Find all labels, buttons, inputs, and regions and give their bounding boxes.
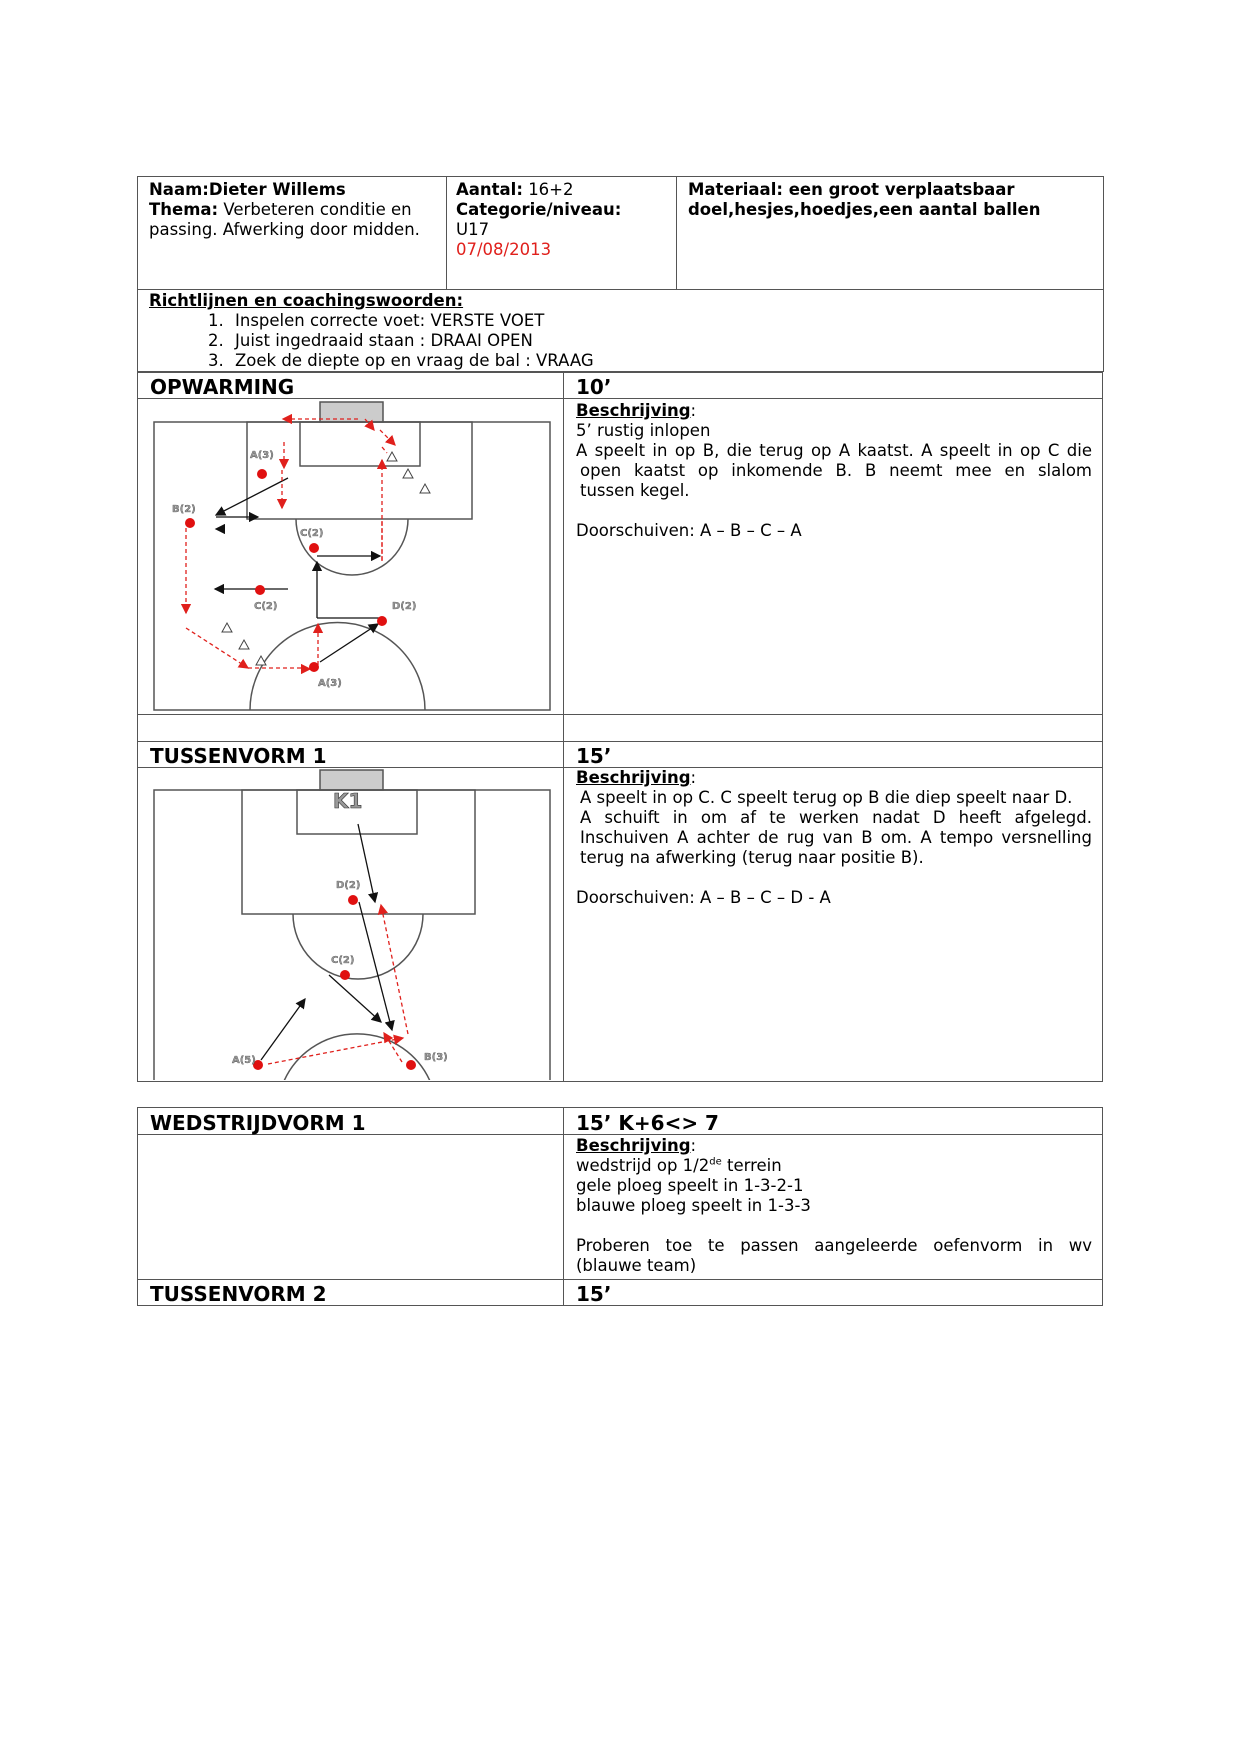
- cone-icon: [387, 452, 397, 461]
- tussenvorm1-line: Inschuiven A achter de rug van B om. A tempo versnelling: [580, 828, 1092, 847]
- aantal-value: 16+2: [528, 180, 574, 199]
- tussenvorm1-diagram: [140, 768, 560, 1080]
- header-naam-thema: [149, 180, 441, 240]
- cone-icon: [239, 640, 249, 649]
- wedstrijdvorm1-line: (blauwe team): [576, 1256, 697, 1275]
- player-marker: [377, 616, 387, 626]
- aantal-label: Aantal:: [456, 180, 523, 199]
- cone-icon: [222, 623, 232, 632]
- pitch-lines: [154, 770, 550, 1080]
- tussenvorm1-line: A speelt in op C. C speelt terug op B die diep speelt naar D.: [580, 788, 1073, 807]
- categorie-value: U17: [456, 220, 490, 239]
- wedstrijdvorm1-sup: de: [709, 1156, 722, 1168]
- tussenvorm1-desc-label: Beschrijving: [576, 768, 691, 787]
- tussenvorm1-rotation: Doorschuiven: A – B – C – D - A: [576, 888, 831, 907]
- k1-label: K1: [333, 789, 363, 813]
- player-label: A(3): [318, 678, 342, 689]
- wedstrijdvorm1-line: terrein: [721, 1156, 782, 1175]
- wedstrijdvorm1-line: gele ploeg speelt in 1-3-2-1: [576, 1176, 804, 1195]
- opwarming-description: Beschrijving: 5’ rustig inlopen A speelt in op B, die terug op A kaatst. A speelt in op C die open kaatst op inkomende B. B neemt mee en slalom tussen kegel. Doorschuiven: A – B – C – A: [576, 401, 1092, 540]
- player-labels: [232, 880, 448, 1066]
- player-marker: [257, 469, 267, 479]
- tussenvorm1-title: TUSSENVORM 1: [150, 744, 327, 768]
- opwarming-desc-label: Beschrijving: [576, 401, 691, 420]
- wedstrijdvorm1-line: Proberen toe te passen aangeleerde oefenvorm in wv: [576, 1236, 1092, 1255]
- opwarming-rotation: Doorschuiven: A – B – C – A: [576, 521, 802, 540]
- player-label: B(2): [172, 504, 196, 515]
- materiaal: Materiaal: een groot verplaatsbaar doel,hesjes,hoedjes,een aantal ballen: [688, 180, 1041, 219]
- opwarming-line: A speelt in op B, die terug op A kaatst. A speelt in op C die: [576, 441, 1092, 460]
- player-label: B(3): [424, 1052, 448, 1063]
- tussenvorm2-title: TUSSENVORM 2: [150, 1282, 327, 1306]
- header-aantal: [456, 180, 671, 260]
- date: 07/08/2013: [456, 240, 552, 259]
- player-label: C(2): [254, 601, 278, 612]
- wedstrijdvorm1-line: wedstrijd op 1/2: [576, 1156, 710, 1175]
- opwarming-diagram: [140, 400, 560, 712]
- naam-value: Dieter Willems: [208, 180, 346, 199]
- tussenvorm2-time: 15’: [576, 1282, 612, 1306]
- player-label: C(2): [331, 955, 355, 966]
- col-divider: [563, 372, 564, 1082]
- wedstrijdvorm1-title: WEDSTRIJDVORM 1: [150, 1111, 366, 1135]
- opwarming-time: 10’: [576, 375, 612, 399]
- tussenvorm1-line: A schuift in om af te werken nadat D heeft afgelegd.: [580, 808, 1092, 827]
- tussenvorm1-time: 15’: [576, 744, 612, 768]
- wedstrijdvorm1-description: Beschrijving: wedstrijd op 1/2de terrein gele ploeg speelt in 1-3-2-1 blauwe ploeg speelt in 1-3-3 Proberen toe te passen aangeleerde oefenvorm in wv (blauwe team): [576, 1136, 1092, 1275]
- wedstrijdvorm1-desc-label: Beschrijving: [576, 1136, 691, 1155]
- coaching-item: 2. Juist ingedraaid staan : DRAAI OPEN: [229, 331, 1089, 351]
- player-marker: [348, 895, 358, 905]
- opwarming-title: OPWARMING: [150, 375, 295, 399]
- player-marker: [309, 662, 319, 672]
- opwarming-line: open kaatst op inkomende B. B neemt mee en slalom: [580, 461, 1092, 480]
- coaching-content: [149, 291, 1089, 371]
- thema-value: Verbeteren conditie en passing. Afwerking door midden.: [149, 200, 420, 239]
- tussenvorm1-line: terug na afwerking (terug naar positie B).: [580, 848, 924, 867]
- categorie-label: Categorie/niveau:: [456, 200, 622, 219]
- opwarming-line: 5’ rustig inlopen: [576, 421, 711, 440]
- player-label: D(2): [336, 880, 361, 891]
- coaching-title: Richtlijnen en coachingswoorden:: [149, 291, 464, 310]
- players: [253, 895, 416, 1070]
- coaching-item: 3. Zoek de diepte op en vraag de bal : VRAAG: [229, 351, 1089, 371]
- player-marker: [185, 518, 195, 528]
- black-passes: [215, 478, 383, 662]
- player-label: C(2): [300, 528, 324, 539]
- row-line: [137, 714, 1103, 715]
- player-marker: [255, 585, 265, 595]
- black-passes: [261, 824, 392, 1060]
- tussenvorm1-description: Beschrijving: A speelt in op C. C speelt terug op B die diep speelt naar D. A schuift in om af te werken nadat D heeft afgelegd. Inschuiven A achter de rug van B om. A tempo versnelling terug na afwerking (terug naar positie B). Doorschuiven: A – B – C – D - A: [576, 768, 1092, 907]
- cone-icon: [403, 469, 413, 478]
- wedstrijdvorm1-line: blauwe ploeg speelt in 1-3-3: [576, 1196, 811, 1215]
- player-marker: [340, 970, 350, 980]
- header-divider-1: [446, 176, 447, 290]
- naam-label: Naam:: [149, 180, 209, 199]
- player-label: D(2): [392, 601, 417, 612]
- header-divider-2: [676, 176, 677, 290]
- player-label: A(3): [250, 450, 274, 461]
- wedstrijdvorm1-time: 15’ K+6<> 7: [576, 1111, 719, 1135]
- player-marker: [406, 1060, 416, 1070]
- thema-label: Thema:: [149, 200, 219, 219]
- cones: [222, 452, 430, 665]
- opwarming-line: tussen kegel.: [580, 481, 690, 500]
- player-marker: [309, 543, 319, 553]
- coaching-item: 1. Inspelen correcte voet: VERSTE VOET: [229, 311, 1089, 331]
- coaching-list: [149, 311, 1089, 371]
- cone-icon: [420, 484, 430, 493]
- red-runs: [186, 412, 395, 669]
- player-label: A(5): [232, 1055, 256, 1066]
